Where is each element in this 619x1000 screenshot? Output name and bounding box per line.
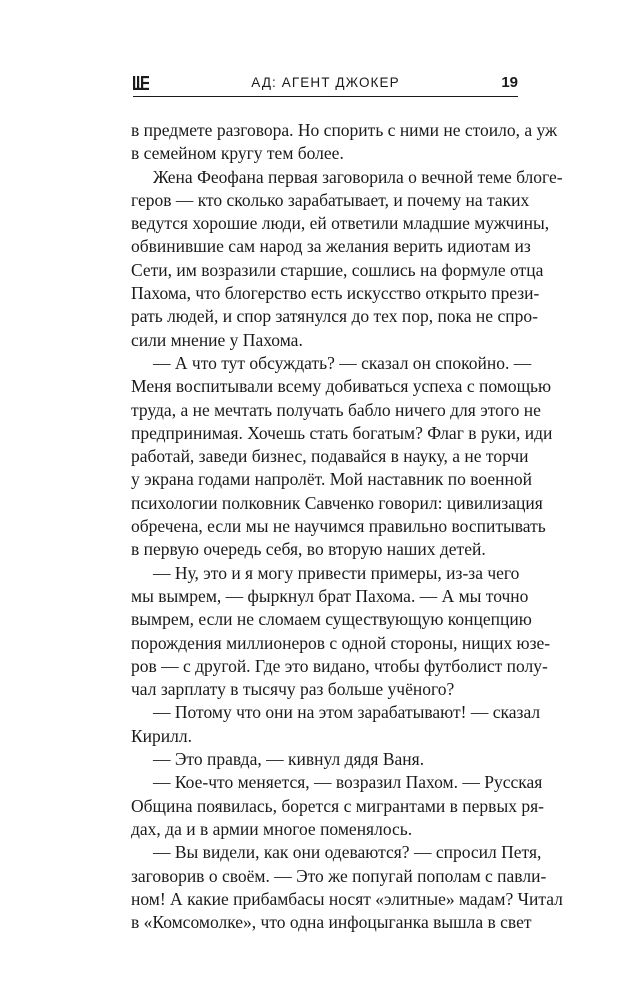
text-line: — Кое-что меняется, — возразил Пахом. — Русская (153, 772, 543, 793)
text-line: — Ну, это и я могу привести примеры, из-за чего (153, 562, 520, 583)
text-line: порождения миллионеров с одной стороны, нищих юзе- (131, 632, 551, 653)
text-line: психологии полковник Савченко говорил: цивилизация (131, 492, 543, 513)
text-line: у экрана годами напролёт. Мой наставник по военной (131, 469, 532, 490)
text-line: — Это правда, — кивнул дядя Ваня. (153, 749, 425, 770)
text-line: Жена Феофана первая заговорила о вечной теме блоге- (153, 166, 563, 187)
text-line: дах, да и в армии многое поменялось. (131, 818, 413, 839)
text-line: ном! А какие прибамбасы носят «элитные» мадам? Читал (131, 888, 563, 909)
page-number: 19 (501, 74, 518, 91)
text-line: обвинившие сам народ за желания верить идиотам из (131, 236, 531, 257)
text-line: мы вымрем, — фыркнул брат Пахома. — А мы точно (131, 585, 529, 606)
body-text (131, 119, 563, 934)
text-line: ведутся хорошие люди, ей ответили младшие мужчины, (131, 213, 550, 234)
text-line: — Вы видели, как они одеваются? — спросил Петя, (153, 842, 542, 863)
text-line: Пахома, что блогерство есть искусство открыто прези- (131, 283, 540, 304)
header-divider (133, 96, 518, 97)
text-line: чал зарплату в тысячу раз больше учёного? (131, 679, 455, 700)
text-line: — А что тут обсуждать? — сказал он спокойно. — (153, 352, 532, 373)
text-line: ров — с другой. Где это видано, чтобы футболист полу- (131, 655, 548, 676)
text-line: заговорив о своём. — Это же попугай пополам с павли- (131, 865, 547, 886)
text-line: предпринимая. Хочешь стать богатым? Флаг в руки, иди (131, 422, 553, 443)
text-line: в предмете разговора. Но спорить с ними не стоило, а уж (131, 120, 558, 140)
text-line: работай, заведи бизнес, подавайся в науку, а не торчи (131, 446, 529, 467)
text-line: Меня воспитывали всему добиваться успеха с помощью (131, 376, 552, 397)
text-line: сили мнение у Пахома. (131, 329, 303, 350)
text-line: Община появилась, борется с мигрантами в первых ря- (131, 795, 544, 816)
text-line: труда, а не мечтать получать бабло ничего для этого не (131, 399, 541, 420)
text-line: — Потому что они на этом зарабатывают! — сказал (153, 702, 541, 723)
text-line: Сети, им возразили старшие, сошлись на формуле отца (131, 259, 544, 280)
book-title: АД: АГЕНТ ДЖОКЕР (251, 75, 400, 90)
text-line: Кирилл. (131, 725, 192, 746)
text-line: вымрем, если не сломаем существующую концепцию (131, 609, 532, 630)
text-line: в «Комсомолке», что одна инфоцыганка вышла в свет (131, 912, 532, 933)
text-line: рать людей, и спор затянулся до тех пор, пока не спро- (131, 306, 538, 327)
running-header (133, 72, 518, 96)
text-line: в первую очередь себя, во вторую наших детей. (131, 539, 486, 560)
text-line: геров — кто сколько зарабатывает, и почему на таких (131, 189, 530, 210)
text-line: в семейном кругу тем более. (131, 143, 344, 164)
text-line: обречена, если мы не научимся правильно воспитывать (131, 516, 546, 537)
